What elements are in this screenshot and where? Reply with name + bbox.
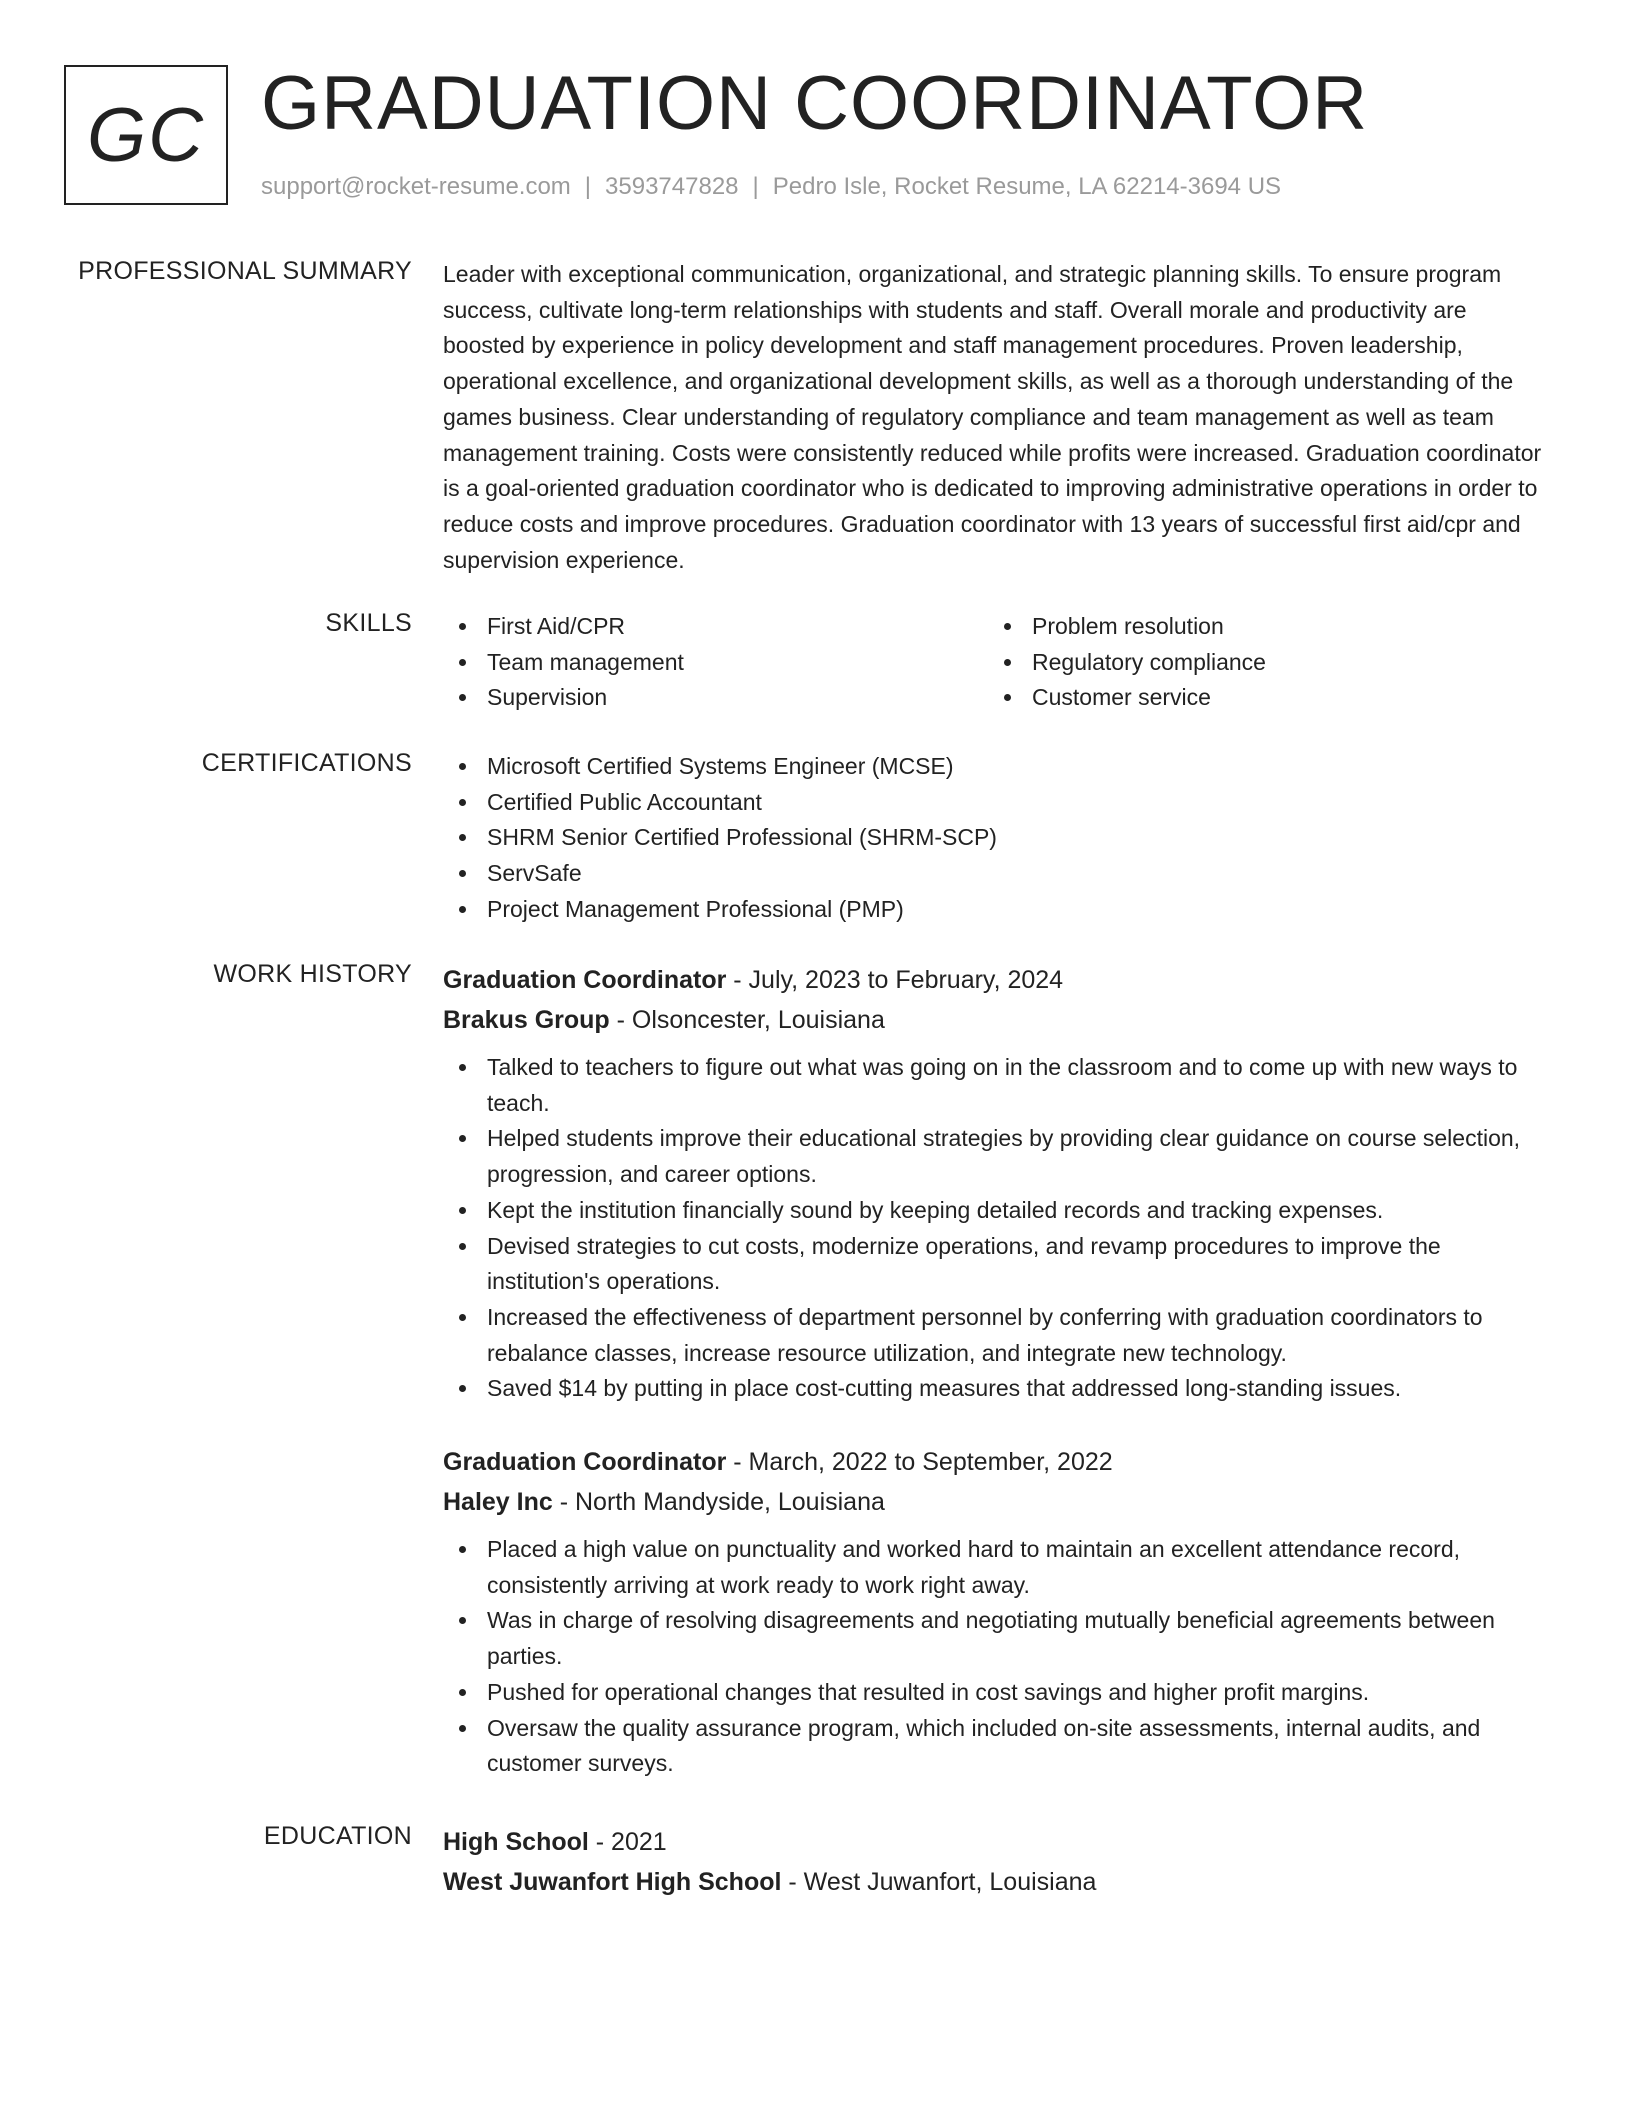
list-item: Talked to teachers to figure out what was going on in the classroom and to come up with new ways to teach. bbox=[443, 1050, 1553, 1121]
list-item: Supervision bbox=[443, 680, 988, 716]
list-item: Was in charge of resolving disagreements and negotiating mutually beneficial agreements between parties. bbox=[443, 1603, 1553, 1674]
education-year: - 2021 bbox=[588, 1828, 667, 1856]
job-title: Graduation Coordinator bbox=[443, 966, 727, 994]
job-dates: - March, 2022 to September, 2022 bbox=[726, 1448, 1113, 1476]
job-location: - Olsoncester, Louisiana bbox=[609, 1006, 885, 1034]
list-item: Saved $14 by putting in place cost-cutting measures that addressed long-standing issues. bbox=[443, 1371, 1553, 1407]
job-entry bbox=[443, 1442, 1553, 1782]
contact-separator: | bbox=[752, 173, 759, 200]
education-body bbox=[443, 1822, 1553, 1902]
job-company: Brakus Group bbox=[443, 1006, 610, 1034]
list-item: Problem resolution bbox=[988, 609, 1533, 645]
summary-text: Leader with exceptional communication, organizational, and strategic planning skills. To ensure program success, cultivate long-term relationships with students and staff. Overall morale and productivity are boosted by experience in policy development and staff management procedures. Proven leadership, operational excellence, and organizational development skills, as well as a thorough understanding of the games business. Clear understanding of regulatory compliance and team management as well as team management training. Costs were consistently reduced while profits were increased. Graduation coordinator is a goal-oriented graduation coordinator who is dedicated to improving administrative operations in order to reduce costs and improve procedures. Graduation coordinator with 13 years of successful first aid/cpr and supervision experience. bbox=[443, 261, 1542, 573]
list-item: Kept the institution financially sound by keeping detailed records and tracking expenses. bbox=[443, 1193, 1553, 1229]
page-title: GRADUATION COORDINATOR bbox=[261, 61, 1369, 146]
job-title: Graduation Coordinator bbox=[443, 1448, 727, 1476]
certifications-list bbox=[443, 749, 1553, 928]
skills-column-left bbox=[443, 609, 988, 716]
work-history-body-2 bbox=[443, 1442, 1553, 1782]
education-school-line bbox=[443, 1862, 1553, 1902]
job-bullets bbox=[443, 1050, 1553, 1407]
section-label-summary: PROFESSIONAL SUMMARY bbox=[78, 257, 412, 285]
monogram: GC bbox=[64, 65, 228, 205]
list-item: Project Management Professional (PMP) bbox=[443, 892, 1553, 928]
contact-phone[interactable]: 3593747828 bbox=[605, 173, 739, 200]
list-item: Oversaw the quality assurance program, which included on-site assessments, internal audits, and customer surveys. bbox=[443, 1711, 1553, 1782]
education-degree: High School bbox=[443, 1828, 589, 1856]
skills-list bbox=[443, 609, 1553, 716]
contact-address: Pedro Isle, Rocket Resume, LA 62214-3694 US bbox=[772, 173, 1282, 200]
section-label-work-history: WORK HISTORY bbox=[213, 960, 412, 988]
job-dates: - July, 2023 to February, 2024 bbox=[726, 966, 1064, 994]
list-item: Placed a high value on punctuality and worked hard to maintain an excellent attendance record, consistently arriving at work ready to work right away. bbox=[443, 1532, 1553, 1603]
contact-line bbox=[261, 173, 1281, 201]
list-item: Microsoft Certified Systems Engineer (MCSE) bbox=[443, 749, 1553, 785]
contact-separator: | bbox=[584, 173, 592, 200]
section-label-certifications: CERTIFICATIONS bbox=[201, 749, 412, 777]
contact-email[interactable]: support@rocket-resume.com bbox=[261, 173, 571, 200]
job-company-line bbox=[443, 1000, 1553, 1040]
education-location: - West Juwanfort, Louisiana bbox=[781, 1868, 1097, 1896]
education-degree-line bbox=[443, 1822, 1553, 1862]
list-item: Regulatory compliance bbox=[988, 645, 1533, 681]
job-title-line bbox=[443, 1442, 1553, 1482]
list-item: Increased the effectiveness of department personnel by conferring with graduation coordinators to rebalance classes, increase resource utilization, and integrate new technology. bbox=[443, 1300, 1553, 1371]
list-item: First Aid/CPR bbox=[443, 609, 988, 645]
section-label-education: EDUCATION bbox=[263, 1822, 412, 1850]
list-item: Customer service bbox=[988, 680, 1533, 716]
job-location: - North Mandyside, Louisiana bbox=[552, 1488, 885, 1516]
education-school: West Juwanfort High School bbox=[443, 1868, 782, 1896]
job-entry bbox=[443, 960, 1553, 1407]
list-item: SHRM Senior Certified Professional (SHRM-SCP) bbox=[443, 820, 1553, 856]
list-item: Pushed for operational changes that resulted in cost savings and higher profit margins. bbox=[443, 1675, 1553, 1711]
work-history-body bbox=[443, 960, 1553, 1407]
list-item: Certified Public Accountant bbox=[443, 785, 1553, 821]
skills-column-right bbox=[988, 609, 1533, 716]
job-bullets bbox=[443, 1532, 1553, 1782]
list-item: ServSafe bbox=[443, 856, 1553, 892]
section-label-skills: SKILLS bbox=[325, 609, 412, 637]
job-company: Haley Inc bbox=[443, 1488, 553, 1516]
job-title-line bbox=[443, 960, 1553, 1000]
list-item: Team management bbox=[443, 645, 988, 681]
list-item: Helped students improve their educational strategies by providing clear guidance on course selection, progression, and career options. bbox=[443, 1121, 1553, 1192]
job-company-line bbox=[443, 1482, 1553, 1522]
list-item: Devised strategies to cut costs, modernize operations, and revamp procedures to improve the institution's operations. bbox=[443, 1229, 1553, 1300]
